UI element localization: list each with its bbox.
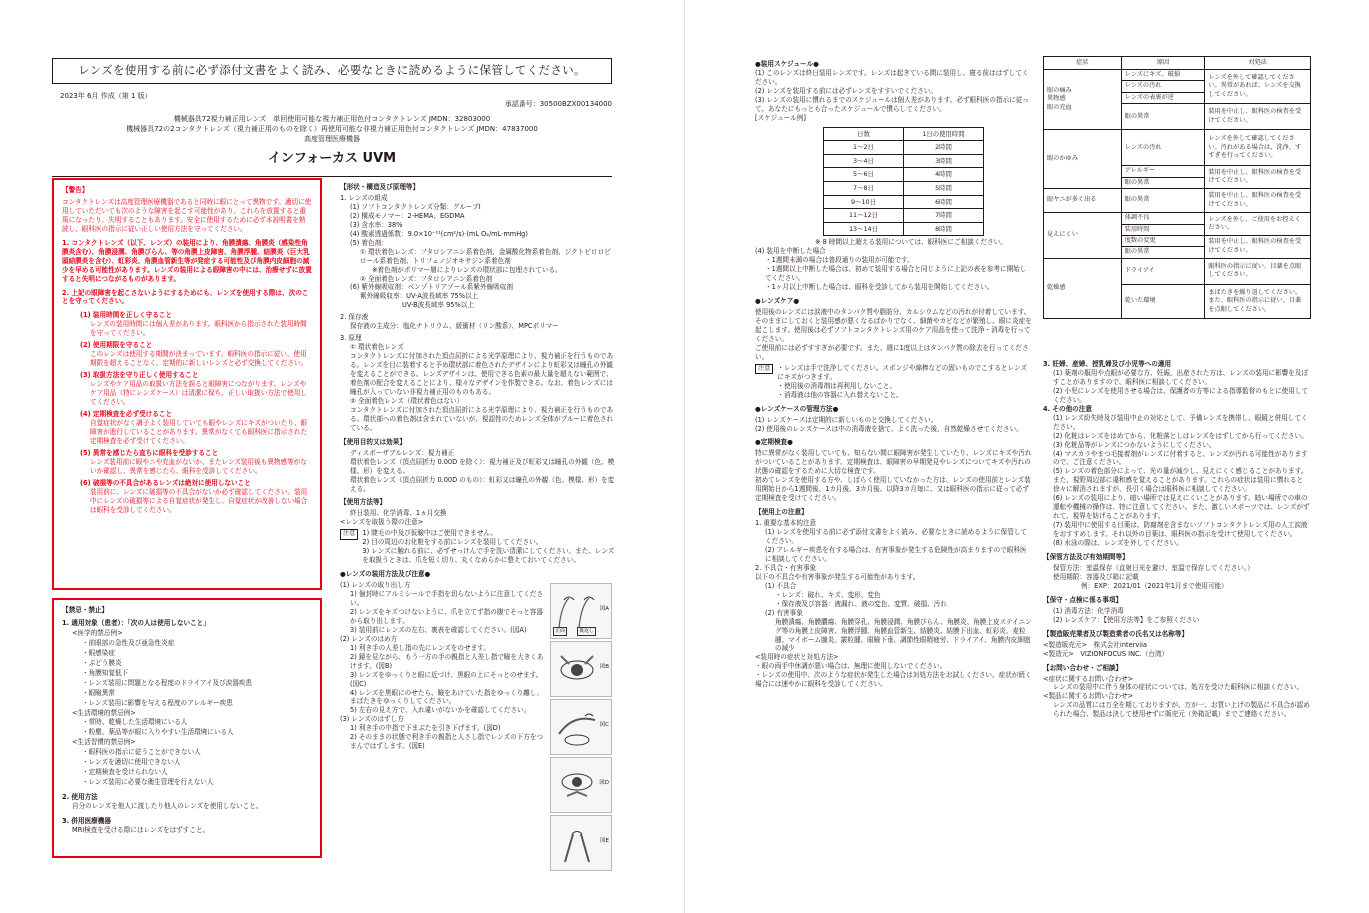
warning-item-title: (1) 装用時間を正しく守ること (80, 311, 173, 320)
schedule-header: 1日の使用時間 (904, 127, 984, 141)
cautions-title: 【使用上の注意】 (755, 508, 808, 517)
schedule-header: 日数 (824, 127, 904, 141)
warning-item-title: (4) 定期検査を必ず受けること (80, 409, 173, 418)
product-name: インフォーカス UVM (267, 151, 397, 166)
storage-solution-body: 保存液の主成分：塩化ナトリウム、緩衝材（リン酸系）、MPCポリマー (350, 322, 559, 331)
habit-item: ・眼科医の指示に従うことができない人 (82, 748, 201, 757)
handling-caution-title: <レンズを取扱う際の注意> (340, 518, 424, 527)
handling-step: 2) そのままの状態で利き手の親指と人さし指でレンズの下方をつまんではずします。(図E) (350, 733, 544, 751)
other-line: (4) マスカラやまつ毛接着剤がレンズに付着すると、レンズが汚れる可能性がありますので、ご注意ください。 (1053, 449, 1308, 467)
fix-cell: 装用を中止し、眼科医の検査を受けてください。 (1205, 189, 1311, 213)
storage-line: 保管方法：室温保存（直射日光を避け、室温で保存してください。） (1053, 563, 1254, 572)
prohibition-box (52, 598, 322, 858)
remove-lens-title: (3) レンズのはずし方 (340, 715, 404, 724)
method-body: 終日装用、化学消毒、1ヵ月交換 (350, 509, 447, 518)
fix-cell: 装用を中止し、眼科医の検査を受けてください。 (1205, 166, 1311, 189)
fix-cell: レンズを外し、ご使用をお控えください。 (1205, 213, 1311, 236)
method-title: 【使用方法等】 (340, 498, 387, 507)
medical-item: ・ぶどう膜炎 (82, 658, 122, 667)
warning-intro: コンタクトレンズは高度管理医療機器であると同時に眼にとって異物です。適切に使用していただいても次のような障害を起こす可能性があり、これらを放置すると重篤になったり、失明することもあります。安全に使用するために必ず本説明書を熟読し、眼科医の指示に従い正しい使用方法を守ってください。 (62, 197, 312, 233)
handling-step: 1) 利き手の人差し指の先にレンズをのせます。 (350, 643, 490, 652)
symptom-line: ・眼の両手中休調が悪い場合は、無理に使用しないでください。 (755, 662, 947, 671)
warning-title: 【警告】 (62, 186, 89, 194)
table-row (1044, 70, 1311, 81)
storage-solution-title: 2. 保存液 (340, 313, 369, 322)
storage-line: 例：EXP：2021/01（2021年1月まで使用可能） (1081, 581, 1228, 590)
principle-title: 3. 原理 (340, 334, 362, 343)
figure-c (550, 699, 612, 755)
care-title: ●レンズケア● (755, 297, 800, 306)
fix-cell: 眼科医の指示に従い、目薬を点眼してください。 (1205, 258, 1311, 284)
habit-title: <生活習慣的禁忌例> (72, 738, 136, 747)
table-row (824, 209, 984, 223)
maintenance-title: 【保守・点検に係る事項】 (1043, 595, 1123, 604)
schedule-hours: 7時間 (904, 209, 984, 223)
warning-item-body: レンズの装用時間には個人差があります。眼科医から指示された装用時間を守ってください。 (90, 320, 307, 338)
contact-line: レンズの装用中に伴う身体の症状については、処方を受けた眼科医に相談ください。 (1053, 683, 1304, 692)
schedule-hours: 6時間 (904, 195, 984, 209)
maker-title: 【製造販売業者及び製造業者の氏名又は名称等】 (1043, 629, 1189, 638)
spec-line: (3) 含水率：38% (350, 220, 403, 229)
read-notice-banner: レンズを使用する前に必ず添付文書をよく読み、必要なときに読めるように保管してください。 (52, 58, 612, 84)
figure-label: 図E (600, 838, 609, 844)
other-title: 4. その他の注意 (1043, 404, 1092, 413)
pregnancy-line: (1) 薬剤の服用や点眼が必要な方、妊娠、出産された方は、レンズの装用に影響を及ぼすことがありますので、眼科医に相談してください。 (1053, 368, 1309, 386)
cause-cell: 装用時間 (1121, 224, 1205, 235)
classification-line: 高度管理医療機器 (304, 135, 360, 144)
table-row (1044, 213, 1311, 224)
handling-step: 2) レンズをキズつけないように、爪を立てず指の腹でそっと容器から取り出します。 (350, 607, 543, 625)
figure-a (550, 583, 612, 639)
caution-tag: 注意 (340, 529, 358, 539)
cautions-section: 1. 重要な基本的注意 (755, 519, 817, 528)
uv-absorber: (6) 紫外線吸収剤：ベンゾトリアゾール系紫外線吸収剤 (350, 283, 513, 292)
warning-item-title: (6) 破損等の不具合があるレンズは絶対に使用しないこと (80, 478, 251, 487)
purpose-line: ディスポーザブルレンズ：視力補正 (350, 448, 455, 457)
colorant-2: ② 全面着色レンズ：フタロシアニン系着色剤 (360, 274, 493, 283)
interrupt-line: ・1週間未満の場合は普段通りの装用が可能です。 (765, 256, 914, 265)
purpose-title: 【使用目的又は効果】 (340, 437, 406, 446)
figure-e (550, 815, 612, 871)
caution-tag: 注意 (755, 364, 773, 374)
figure-column (550, 583, 612, 873)
warning-item-body: 装用前に、レンズに破損等の不具合がないか必ず確認してください。装用中にレンズの破損等による自覚症状が発生し、自覚症状が改善しない場合は眼科を受診してください。 (90, 487, 308, 514)
habit-item: ・レンズを適切に使用できない人 (82, 758, 181, 767)
handling-step: 2) 鏡を見ながら、もう一方の手の親指と人差し指で瞼を大きくあけます。(図B) (350, 652, 544, 670)
habit-item: ・定期検査を受けられない人 (82, 768, 168, 777)
other-line: (6) レンズの装用により、暗い場所では見えにくいことがあります。暗い場所での車の運転や機械の操作は、特に注意してください。また、激しいスポーツでは、レンズがずれて、視界を妨げることがあります。 (1053, 494, 1310, 521)
checkup-body: 特に異常がなく装用していても、知らない間に眼障害が発生していたり、レンズにキズや汚れがついていることがあります。定期検査は、眼障害の早期発見やレンズについてキズや汚れの状態の確認をするために大切な検査です。 (755, 449, 1032, 476)
table-row (1044, 189, 1311, 213)
checkup-body: 初めてレンズを使用する方や、しばらく使用していなかった方は、レンズの使用前とレンズ装用開始日から1週間後、1カ月後、3カ月後、以降3カ月毎に、又は眼科医の指示に従って必ず定期検査を受けてください。 (755, 476, 1031, 503)
table-row (824, 195, 984, 209)
schedule-days: 1～2日 (824, 141, 904, 155)
classification-line: 機械器具72の2コンタクトレンズ（視力補正用のものを除く）再使用可能な非視力補正用色付コンタクトレンズ JMDN：47837000 (126, 125, 538, 134)
figure-label: 図D (599, 780, 609, 786)
combined-device-title: 3. 併用医療機器 (62, 817, 111, 826)
cautions-line: 以下の不具合や有害事象が発生する可能性があります。 (755, 572, 920, 581)
colorant-note: ※着色剤がポリマー層によりレンズの環状部に包埋されている。 (372, 265, 562, 274)
other-line: (3) 化粧品等がレンズにつかないようにしてください。 (1053, 440, 1216, 449)
warning-item-body: 自覚症状がなく調子よく装用していても眼やレンズにキズがついたり、眼障害が進行していることがあります。異常がなくても眼科医に指示された定期検査を必ず受けてください。 (90, 418, 308, 445)
pregnancy-line: (2) 小児にレンズを使用させる場合は、保護者の方等による指導監督のもとに使用してください。 (1053, 386, 1309, 404)
maker-line: <製造販売元> 株式会社interviia (1043, 640, 1147, 649)
handling-step: 1) 個封時にアルミシールで手指を切らないように注意してください。 (350, 590, 544, 607)
schedule-title: ●装用スケジュール● (755, 60, 819, 68)
fix-cell: 装用を中止し、眼科医の検査を受けてください。 (1205, 235, 1311, 258)
principle-b-body: コンタクトレンズに付加された頂点屈折による光学原理により、視力補正を行うものである。環状部への着色剤は含まれていないが、視認性のためレンズ全体がブルーに着色されている。 (350, 405, 614, 432)
symptom-cell: 見えにくい (1044, 213, 1122, 259)
table-row (824, 182, 984, 196)
caution-line: 3) レンズに触れる前に、必ずせっけんで手を洗い清潔にしてください。また、レンズを取扱うときは、爪を短く切り、丸くなめらかに整えておいてください。 (362, 547, 615, 565)
handling-caution (340, 529, 615, 565)
other-line: (1) レンズ紛失時及び装用中止の対応として、予備レンズを携帯し、眼鏡と併用してください。 (1053, 413, 1308, 431)
cautions-line: (2) アレルギー疾患を有する場合は、有害事象が発生する危険性が高まりますので眼科医に相談してください。 (765, 545, 1027, 563)
left-page (0, 0, 684, 913)
lower-lid-icon (555, 762, 599, 808)
figure-tag: 裏返し (579, 628, 595, 635)
other-line: (8) 水泳の際は、レンズを外してください。 (1053, 539, 1183, 548)
adverse-body: 角膜潰瘍、角膜膿瘍、角膜穿孔、角膜浸潤、角膜びらん、角膜炎、角膜上皮ステイニング等の角膜上皮障害、角膜浮腫、角膜血管新生、結膜炎、結膜下出血、虹彩炎、麦粒腫、マイボーム腺炎、霰粒腫、眼瞼下垂、調節性眼精疲労、ドライアイ、角膜内皮細胞の減少 (775, 617, 1032, 653)
warning-item-body: レンズ装用前に眼やニや充血がないか、またレンズ装用後も異物感等がないか確認し、異常を感じたら、眼科を受診してください。 (90, 457, 307, 475)
insert-title: (2) レンズのはめ方 (340, 634, 398, 643)
caution-line: 1) 睫毛の中及び仮瞼中はご使用できません。 (362, 529, 497, 538)
spec-composition: 1. レンズの組成 (340, 193, 388, 202)
symptom-cell: 眼ヤニが多く出る (1044, 189, 1122, 213)
schedule-table (823, 127, 984, 237)
medical-item: ・眼瞼異常 (82, 688, 115, 697)
combined-device-body: MRI検査を受ける際にはレンズをはずすこと。 (72, 826, 210, 835)
spec-line: (2) 構成モノマー：2-HEMA、EGDMA (350, 211, 465, 220)
schedule-days: 9～10日 (824, 195, 904, 209)
schedule-line: (4) 装用を中断した場合 (755, 247, 826, 256)
schedule-days: 5～6日 (824, 168, 904, 182)
figure-b (550, 641, 612, 697)
principle-b-title: ② 全面着色レンズ（環状着色はない） (350, 396, 464, 405)
handling-step: 5) 左右の見え方で、入れ違いがないかを確認してください。 (350, 706, 531, 715)
medical-item: ・角膜知覚低下 (82, 668, 129, 677)
warning-point-1: 1. コンタクトレンズ（以下、レンズ）の装用により、角膜潰瘍、角膜炎（感染性角膜炎含む）、角膜浸潤、角膜びらん、等の角膜上皮障害、角膜浮腫、結膜炎（巨大乳頭結膜炎を含む）、虹彩炎、角膜血管新生等が発症する可能性及び角膜内皮細胞の減少を早める可能性があります。レンズの装用による眼障害の中には、治療せずに放置すると失明につながるものがあります。 (62, 238, 312, 283)
care-note: ・レンズは手で洗浄してください。スポンジや綿棒などの固いものでこするとレンズにキズがつきます。 (777, 363, 1028, 381)
symptom-header: 原因 (1121, 57, 1205, 70)
medical-item: ・前眼部の急性及び亜急性炎症 (82, 638, 175, 647)
schedule-days: 13～14日 (824, 222, 904, 236)
warning-item-title: (3) 取扱方法を守り正しく使用すること (80, 371, 199, 380)
table-row (1044, 130, 1311, 166)
care-note: ・消毒液は他の容器に入れ替えないこと。 (777, 390, 903, 399)
adverse-title: (2) 有害事象 (765, 608, 803, 617)
interrupt-line: ・1ヶ月以上中断した場合は、眼科を受診してから装用を開始してください。 (765, 283, 994, 292)
table-row (824, 154, 984, 168)
spec-line: (5) 着色剤： (350, 238, 388, 247)
cause-cell: 度数の変更 (1121, 235, 1205, 246)
other-line: (7) 装用中に使用する目薬は、防腐剤を含まないソフトコンタクトレンズ用の人工涙液をおすすめします。それ以外の目薬は、眼科医の指示を受けて使用してください。 (1053, 521, 1308, 539)
colorant-1: ① 環状着色レンズ：フタロシアニン系着色剤、金属酸化物系着色剤、ジクトビロロピロール系着色剤、トリフェノジオキサジン系着色剤 (360, 247, 611, 265)
figure-label: 図C (599, 722, 609, 728)
caution-line: 2) 目の周辺のお化粧をする前にレンズを装用してください。 (362, 538, 543, 547)
maker-line: <製造元> VIZIONFOCUS INC.（台湾） (1043, 649, 1169, 658)
env-item: ・常時、乾燥した生活環境にいる人 (82, 718, 188, 727)
storage-line: 使用期限：容器及び箱に記載 (1053, 572, 1139, 581)
purpose-line: 環状着色レンズ（頂点屈折力 0.00D を除く）：視力補正及び虹彩又は瞳孔の外観（色、模様、形）を変える。 (350, 457, 615, 475)
figure-label: 図A (599, 606, 609, 612)
schedule-line: (1) このレンズは終日装用レンズです。レンズは起きている間に装用し、寝る前ははずしてください。 (755, 68, 1029, 86)
schedule-hours: 5時間 (904, 182, 984, 196)
warning-item-body: このレンズは使用する期間が決まっています。眼科医の指示に従い、使用期限を超えることなく、定期的に新しいレンズと必ず交換してください。 (90, 350, 308, 368)
right-notes-column (1043, 360, 1311, 719)
contact-line: <製品に関するお問い合わせ> (1043, 692, 1134, 701)
schedule-hours: 8時間 (904, 222, 984, 236)
schedule-days: 7～8日 (824, 182, 904, 196)
care-note: ・使用後の消毒剤は再利用しないこと。 (777, 381, 897, 390)
medical-title: <医学的禁忌例> (72, 628, 123, 637)
symptom-cell: 眼の痛み 異物感 眼の充血 (1044, 70, 1122, 130)
contact-title: 【お問い合わせ・ご相談】 (1043, 663, 1123, 672)
care-body-2: ご使用前には必ずすすぎが必要です。また、週に1度以上はタンパク質の除去を行ってください。 (755, 343, 1029, 361)
table-row (824, 141, 984, 155)
cautions-line: (1) レンズを使用する前に必ず添付文書をよく読み、必要なときに読めるように保管してください。 (765, 528, 1028, 546)
table-row (824, 168, 984, 182)
uv-b-rate: UV-B波長域率 95%以上 (402, 301, 474, 310)
remove-title: (1) レンズの取り出し方 (340, 581, 411, 590)
other-line: (2) 化粧はレンズをはめてから、化粧落としはレンズをはずしてから行ってください。 (1053, 431, 1308, 440)
contact-line: <症状に関するお問い合わせ> (1043, 674, 1134, 683)
principle-a-title: ① 環状着色レンズ (350, 343, 404, 352)
case-line: (1) レンズケースは定期的に新しいものと交換してください。 (755, 415, 938, 424)
defect-line: ・レンズ：破れ、キズ、変形、変色 (775, 590, 881, 599)
interrupt-line: ・1週間以上中断した場合は、初めて装用する場合と同じように上記の表を参考に開始してください。 (765, 265, 1027, 283)
cause-cell: 眼の異常 (1121, 247, 1205, 258)
pinch-lens-icon (555, 820, 599, 866)
schedule-days: 11～12日 (824, 209, 904, 223)
case-title: ●レンズケースの管理方法● (755, 404, 839, 413)
handling-title: ●レンズの装用方法及び注意● (340, 570, 431, 579)
handling-step: 1) 利き手の中指で下まぶたを引き下げます。(図D) (350, 724, 501, 733)
care-caution (755, 364, 1032, 400)
usage-title: 2. 使用方法 (62, 793, 98, 802)
symptom-table-column (1043, 56, 1311, 319)
warning-item-title: (2) 使用期限を守ること (80, 341, 153, 350)
figure-tag: 正面 (555, 628, 566, 635)
symptom-table (1043, 56, 1311, 319)
table-row (824, 222, 984, 236)
cause-cell: アレルギー (1121, 166, 1205, 177)
handling-step: 4) レンズを黒眼にのせたら、瞼をあけていた指をゆっくり離し、まばたきをゆっくりしてください。 (350, 688, 544, 706)
fix-cell: レンズを外して確認してください。異常があれば、レンズを交換してください。 (1205, 70, 1311, 104)
defect-title: (1) 不具合 (765, 581, 797, 590)
habit-item: ・レンズ装用に必要な衛生管理を行えない人 (82, 778, 214, 787)
care-body: 使用後のレンズには涙液中のタンパク質や脂肪分、カルシウムなどの汚れが付着しています。そのままにしておくと装用感が悪くなるばかりでなく、細菌やカビなどが繁殖し、眼に炎症を起こします。使用後は必ずソフトコンタクトレンズ用のケア用品を使って洗浄・消毒を行ってください。 (755, 308, 1032, 343)
classification (52, 114, 612, 144)
finger-lens-icon (555, 704, 599, 750)
table-row (1044, 258, 1311, 284)
schedule-hours: 4時間 (904, 168, 984, 182)
cause-cell: 眼の異常 (1121, 104, 1205, 130)
uv-a-rate: 紫外線吸収率：UV-A波長域率 75%以上 (360, 292, 479, 301)
cause-cell: 乾いた環境 (1121, 284, 1205, 318)
handling-step: 3) 装用前にレンズの左右、裏表を確認してください。(図A) (350, 625, 527, 634)
medical-item: ・レンズ装用に問題となる程度のドライアイ及び涙器疾患 (82, 678, 253, 687)
schedule-hours: 3時間 (904, 154, 984, 168)
symptom-cell: 眼のかゆみ (1044, 130, 1122, 189)
schedule-column (755, 60, 1032, 689)
schedule-line: (3) レンズの装用に慣れるまでのスケジュールは個人差があります。必ず眼科医の指示に従って、あなたにもっとも合ったスケジュールで慣らしてください。 (755, 95, 1029, 113)
cause-cell: レンズの汚れ (1121, 130, 1205, 166)
schedule-days: 3～4日 (824, 154, 904, 168)
cause-cell: レンズにキズ、破損 (1121, 70, 1205, 81)
header-rule (52, 176, 612, 177)
checkup-title: ●定期検査● (755, 438, 793, 447)
symptom-header: 対処法 (1205, 57, 1311, 70)
maintenance-line: (2) レンズケア：【使用方法等】をご参照ください (1053, 615, 1200, 624)
purpose-line: 環状着色レンズ（頂点屈折力 0.00D のもの）：虹彩又は瞳孔の外観（色、模様、形）を変える。 (350, 475, 615, 493)
prohibition-title: 【禁忌・禁止】 (62, 606, 109, 614)
pregnancy-title: 3. 妊婦、産婦、授乳婦及び小児等への適用 (1043, 360, 1172, 368)
warning-point-2: 2. 上記の眼障害を起こさないようにするためにも、レンズを使用する際は、次のことを守ってください。 (62, 288, 309, 306)
symptom-handling-title: <装用時の症状と対処方法> (755, 653, 839, 662)
schedule-example: [スケジュール例] (755, 113, 806, 122)
case-line: (2) 使用後のレンズケースは中の消毒液を捨て、よく洗った後、自然乾燥させてください。 (755, 424, 1023, 433)
prohibition-target: 1. 適用対象（患者）：「次の人は使用しないこと」 (62, 618, 210, 627)
spec-line: (4) 酸素透過係数：9.0×10⁻¹¹(cm²/s)·(mL O₂/mL·mmHg) (350, 229, 528, 238)
storage-title: 【保管方法及び有効期間等】 (1043, 553, 1129, 562)
classification-line: 機械器具72視力補正用レンズ 単回使用可能な視力補正用色付コンタクトレンズ JMDN：32803000 (173, 115, 491, 123)
defect-line: ・保存液及び容器：液漏れ、液の変色、変質、破損、汚れ (775, 599, 947, 608)
cause-cell: 眼の異常 (1121, 189, 1205, 213)
env-title: <生活環境的禁忌例> (72, 708, 136, 717)
cause-cell: 眼の異常 (1121, 177, 1205, 188)
handling-step: 3) レンズをゆっくりと眼に近づけ、黒眼の上にそっとのせます。(図C) (350, 670, 543, 688)
symptom-line: ・レンズの使用中、次のような症状が発生した場合は対処方法をお試しください。症状が続く場合には速やかに眼科を受診してください。 (755, 671, 1032, 689)
cause-cell: 体調不良 (1121, 213, 1205, 224)
schedule-line: (2) レンズを装用する前には必ずレンズをすすいでください。 (755, 86, 937, 95)
warning-item-title: (5) 異常を感じたら直ちに眼科を受診すること (80, 448, 219, 457)
maintenance-line: (1) 消毒方法：化学消毒 (1053, 606, 1124, 615)
env-item: ・粉塵、薬品等が眼に入りやすい生活環境にいる人 (82, 728, 234, 737)
fix-cell: レンズを外して確認してください。汚れがある場合は、洗浄、すすぎを行ってください。 (1205, 130, 1311, 166)
other-line: (5) レンズの着色部分によって、光の量が減少し、見えにくく感じることがあります。また、視野周辺部に違和感を覚えることがあります。これらの症状は装用に慣れると徐々に解消されますが、長引く場合は眼科医に相談してください。 (1053, 467, 1308, 494)
fix-cell: 装用を中止し、眼科医の検査を受けてください。 (1205, 104, 1311, 130)
warning-item-body: レンズやケア用品の取扱い方法を誤ると眼障害につながります。レンズやケア用品（特にレンズケース）は清潔に保ち、正しい取扱い方法で使用してください。 (90, 380, 307, 407)
schedule-hours: 2時間 (904, 141, 984, 155)
cause-cell: ドライアイ (1121, 258, 1205, 284)
principle-a-body: コンタクトレンズに付加された頂点屈折による光学原理により、視力補正を行うものである。レンズを目に装着すると予め環状部に着色されたデザインにより虹彩又は瞳孔の外観を変えることができる。レンズデザインは、使用できる色素の最大量を超えない範囲で、着色剤の配合を変えることにより、様々なデザインを作製できる。なお、着色レンズには瞳孔が入っていない非視力補正用のものもある。 (350, 352, 614, 396)
figure-label: 図B (599, 664, 609, 670)
approval-number: 承認番号：30500BZX00134000 (504, 100, 612, 108)
usage-body: 自分のレンズを他人に渡したり他人のレンズを使用しないこと。 (72, 802, 263, 811)
cause-cell: レンズの表裏が逆 (1121, 92, 1205, 103)
cautions-section: 2. 不具合・有害事象 (755, 563, 817, 572)
symptom-cell: 乾燥感 (1044, 258, 1122, 318)
creation-date: 2023年 6月 作成（第 1 版） (60, 92, 152, 100)
eye-open-icon (555, 646, 599, 692)
spec-title: 【形状・構造及び原理等】 (340, 183, 420, 191)
figure-d (550, 757, 612, 813)
spec-line: (1) ソフトコンタクトレンズ分類：グループⅠ (350, 202, 481, 211)
contact-line: レンズの品質には万全を期しておりますが、万が一、お買い上げの製品に不具合が認められた場合、製品は決して使用せずに販売元（外箱記載）までご連絡ください。 (1053, 701, 1310, 719)
fix-cell: まばたきを繰り返してください。また、眼科医の指示に従い、目薬を点眼してください。 (1205, 284, 1311, 318)
medical-item: ・レンズ装用に影響を与える程度のアレルギー疾患 (82, 698, 233, 707)
cause-cell: レンズの汚れ (1121, 81, 1205, 92)
symptom-header: 症状 (1044, 57, 1122, 70)
medical-item: ・眼感染症 (82, 648, 115, 657)
warning-items (62, 311, 312, 514)
warning-box (52, 178, 322, 590)
schedule-note: ※ 8 時間以上超える装用については、眼科医にご相談ください。 (815, 238, 1007, 247)
